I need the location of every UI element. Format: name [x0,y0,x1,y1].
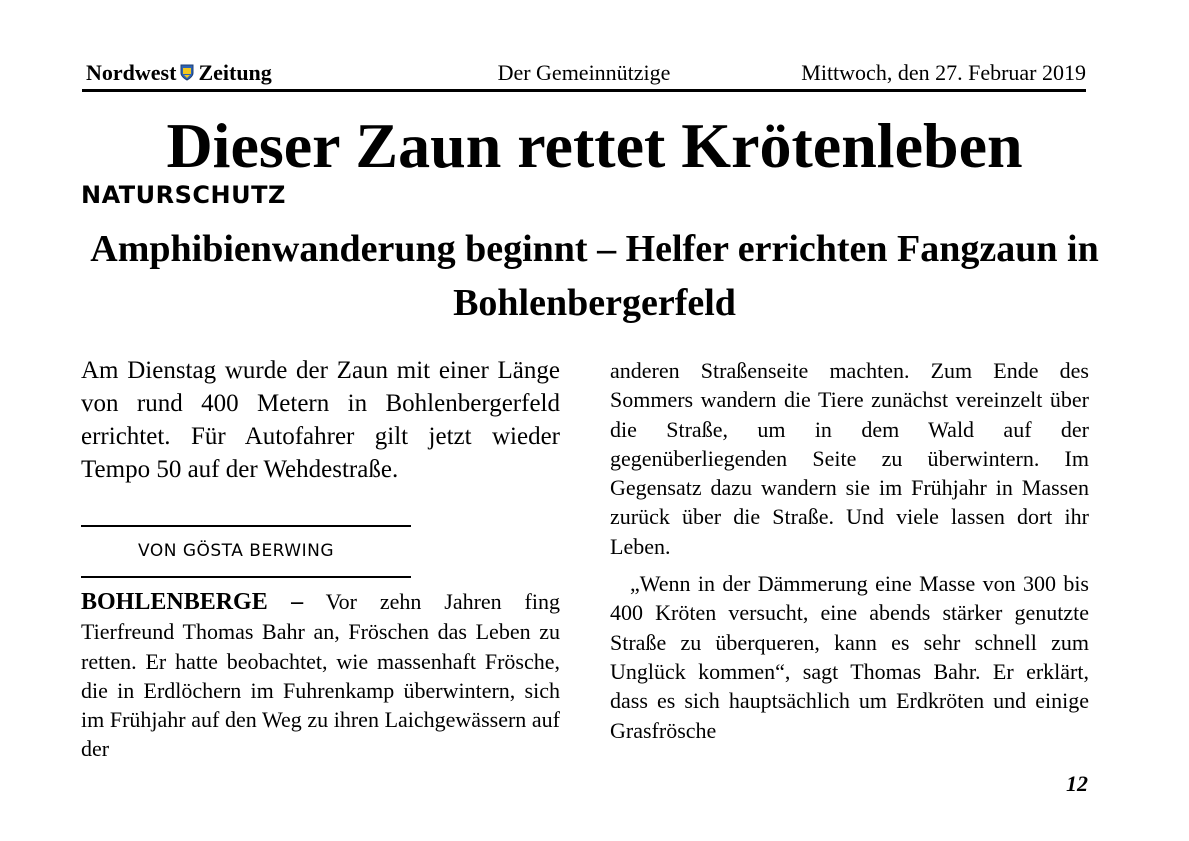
brand-name-right: Zeitung [198,60,272,85]
issue-date: Mittwoch, den 27. Februar 2019 [801,60,1086,85]
article-subhead: Amphibienwanderung beginnt – Helfer errichten Fangzaun in Bohlenbergerfeld [90,228,1099,324]
section-name: Der Gemeinnützige [497,60,671,85]
newspaper-logo [86,60,272,86]
body-text-left: Vor zehn Jahren fing Tierfreund Thomas Bahr an, Fröschen das Leben zu retten. Er hatte beobachtet, wie massenhaft Frösche, die in Erdlöchern im Fuhrenkamp überwintern, sich im Frühjahr auf den Weg zu ihren Laichgewässern auf der [81,589,561,762]
coat-of-arms-icon [180,64,194,81]
brand-name-left: Nordwest [86,60,177,85]
body-column-right [610,356,1089,745]
article-kicker: NATURSCHUTZ [81,181,286,209]
article-headline: Dieser Zaun rettet Krötenleben [166,110,1023,181]
body-paragraph-1: anderen Straßenseite machten. Zum Ende des Sommers wandern die Tiere zunächst vereinzelt über die Straße, um in dem Wald auf der gegenüberliegenden Seite zu überwintern. Im Gegensatz dazu wandern sie im Frühjahr in Massen zurück über die Straße. Und viele lassen dort ihr Leben. [610,358,1089,559]
page-number: 12 [1066,771,1088,796]
article-byline: VON GÖSTA BERWING [138,541,335,561]
article-teaser: Am Dienstag wurde der Zaun mit einer Länge von rund 400 Metern in Bohlenbergerfeld errichtet. Für Autofahrer gilt jetzt wieder Tempo 50 auf der Wehdestraße. [81,357,560,483]
masthead [82,58,1086,90]
byline-rule-top [81,525,411,527]
article-dateline: BOHLENBERGE – [81,589,304,615]
body-column-left [81,587,560,764]
masthead-rule [82,89,1086,92]
body-paragraph-2: „Wenn in der Dämmerung eine Masse von 300 bis 400 Kröten versucht, eine abends stärker genutzte Straße zu überqueren, kann es sehr schnell zum Unglück kommen“, sagt Thomas Bahr. Er erklärt, dass es sich hauptsächlich um Erdkröten und einige Grasfrösche [610,571,1089,743]
byline-rule-bottom [81,576,411,578]
